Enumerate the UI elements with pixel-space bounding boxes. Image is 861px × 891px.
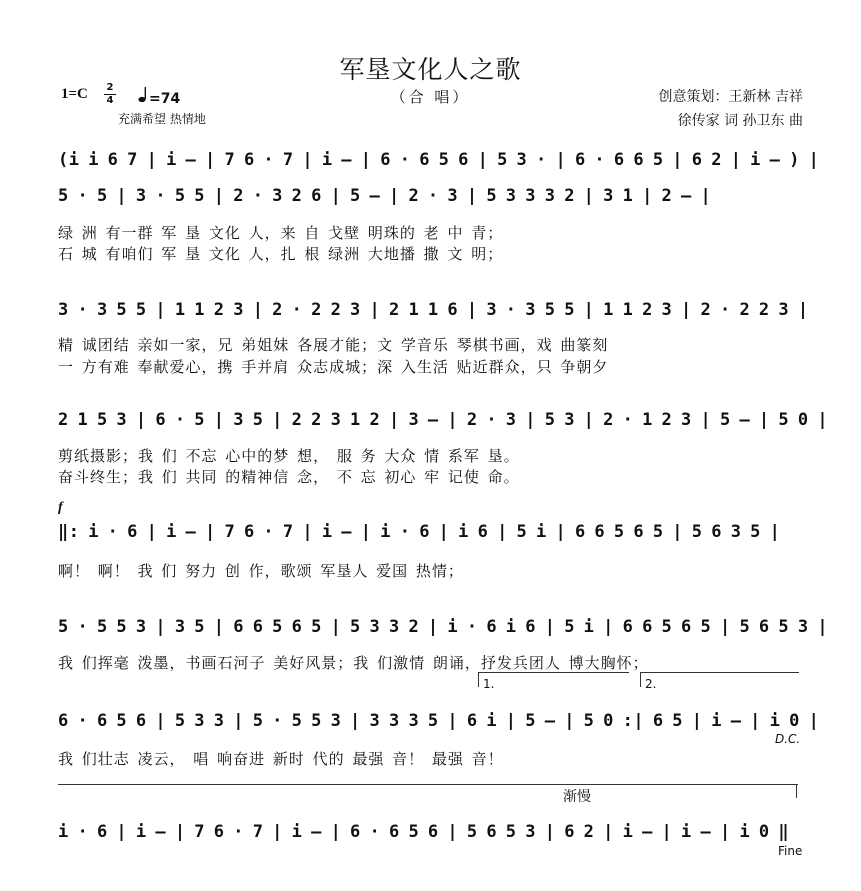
- score-row-7-lyric: 我 们壮志 凌云， 唱 响奋进 新时 代的 最强 音！ 最强 音！: [58, 750, 504, 768]
- credit-lyrics-music: 徐传家 词 孙卫东 曲: [677, 113, 803, 129]
- volta-1-label: 1.: [483, 677, 495, 691]
- score-row-8-notes: i · 6 | i – | 7 6 · 7 | i – | 6 · 6 5 6 | 5 6 5 3 | 6 2 | i – | i – | i 0 ‖: [58, 822, 790, 842]
- quarter-note-icon: [138, 86, 149, 107]
- dynamic-forte: f: [58, 500, 63, 515]
- score-row-2-notes: 5 · 5 | 3 · 5 5 | 2 · 3 2 6 | 5 – | 2 · 3 | 5 3 3 3 2 | 3 1 | 2 – |: [58, 186, 712, 206]
- time-signature-bottom: 4: [106, 95, 114, 106]
- score-row-4-lyric-verse-2: 奋斗终生；我 们 共同 的精神信 念， 不 忘 初心 牢 记使 命。: [58, 468, 520, 486]
- score-row-4-lyric-verse-1: 剪纸摄影；我 们 不忘 心中的梦 想， 服 务 大众 情 系军 垦。: [58, 447, 520, 465]
- time-signature-top: 2: [106, 82, 114, 93]
- score-row-3-lyric-verse-2: 一 方有难 奉献爱心，携 手并肩 众志成城；深 入生活 贴近群众，只 争朝夕: [58, 358, 609, 376]
- score-row-3-notes: 3 · 3 5 5 | 1 1 2 3 | 2 · 2 2 3 | 2 1 1 6 | 3 · 3 5 5 | 1 1 2 3 | 2 · 2 2 3 |: [58, 300, 809, 320]
- score-row-5-notes: ‖: i · 6 | i – | 7 6 · 7 | i – | i · 6 | i 6 | 5 i | 6 6 5 6 5 | 5 6 3 5 |: [58, 522, 781, 542]
- score-row-7-notes: 6 · 6 5 6 | 5 3 3 | 5 · 5 5 3 | 3 3 3 5 | 6 i | 5 – | 5 0 :| 6 5 | i – | i 0 |: [58, 711, 820, 731]
- expression-marking: 充满希望 热情地: [118, 112, 206, 126]
- time-signature: [104, 83, 116, 106]
- volta-bracket-1: [478, 672, 629, 691]
- score-row-intro: (i i 6 7 | i – | 7 6 · 7 | i – | 6 · 6 5 6 | 5 3 · | 6 · 6 6 5 | 6 2 | i – ) |: [58, 150, 820, 170]
- score-row-5-lyric: 啊！ 啊！ 我 们 努力 创 作，歌颂 军垦人 爱国 热情；: [58, 562, 464, 580]
- volta-bracket-2: [640, 672, 799, 691]
- score-row-3-lyric-verse-1: 精 诚团结 亲如一家，兄 弟姐妹 各展才能；文 学音乐 琴棋书画，戏 曲篆刻: [58, 336, 609, 354]
- tempo-value: =74: [149, 91, 181, 107]
- song-title: 军垦文化人之歌: [339, 55, 522, 84]
- key-signature: 1=C: [61, 86, 88, 102]
- coda-divider-end: [796, 784, 797, 798]
- song-subtitle: （合 唱）: [390, 88, 471, 106]
- score-row-2-lyric-verse-2: 石 城 有咱们 军 垦 文化 人，扎 根 绿洲 大地播 撒 文 明；: [58, 245, 504, 263]
- score-row-6-notes: 5 · 5 5 3 | 3 5 | 6 6 5 6 5 | 5 3 3 2 | i · 6 i 6 | 5 i | 6 6 5 6 5 | 5 6 5 3 |: [58, 617, 829, 637]
- tempo-change-marking: 渐慢: [563, 789, 591, 805]
- tempo-marking: [138, 86, 180, 107]
- volta-2-label: 2.: [645, 677, 657, 691]
- coda-divider: [58, 784, 798, 785]
- fine-marking: Fine: [778, 844, 803, 858]
- score-row-2-lyric-verse-1: 绿 洲 有一群 军 垦 文化 人，来 自 戈壁 明珠的 老 中 青；: [58, 224, 504, 242]
- credit-planning: 创意策划：王新林 吉祥: [658, 89, 803, 105]
- dc-marking: D.C.: [775, 732, 801, 746]
- score-row-6-lyric: 我 们挥毫 泼墨，书画石河子 美好风景；我 们激情 朗诵，抒发兵团人 博大胸怀；: [58, 654, 649, 672]
- score-row-4-notes: 2 1 5 3 | 6 · 5 | 3 5 | 2 2 3 1 2 | 3 – | 2 · 3 | 5 3 | 2 · 1 2 3 | 5 – | 5 0 |: [58, 410, 829, 430]
